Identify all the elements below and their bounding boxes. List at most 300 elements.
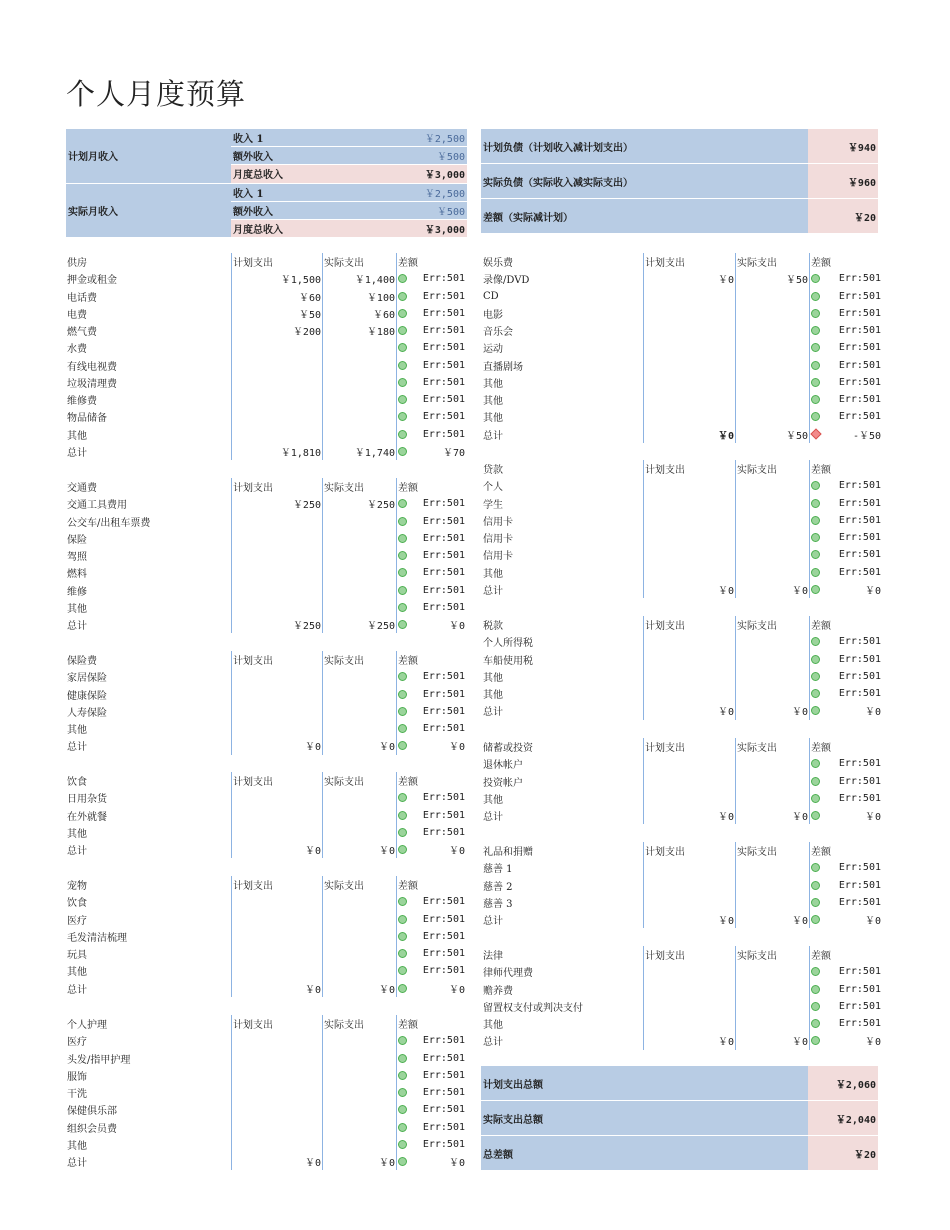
expense-row[interactable] [66,426,467,443]
income-row[interactable] [231,184,467,201]
green-circle-icon [811,533,820,542]
planned-cost-cell[interactable] [643,339,735,356]
expense-row[interactable] [482,894,883,911]
expense-row[interactable] [482,408,883,425]
difference-cell: Err:501 [838,480,881,492]
planned-cost-cell[interactable] [231,720,322,737]
difference-cell: Err:501 [838,896,881,908]
planned-cost-cell[interactable] [643,773,735,790]
green-circle-icon [398,361,407,370]
expense-row[interactable] [66,703,467,720]
actual-cost-cell[interactable] [735,546,809,563]
expense-row[interactable] [482,495,883,512]
actual-cost-cell[interactable]: ￥50 [735,270,809,287]
expense-row[interactable] [482,529,883,546]
actual-cost-cell[interactable] [322,1050,396,1067]
actual-cost-cell[interactable] [735,357,809,374]
expense-row[interactable] [482,755,883,772]
actual-cost-cell[interactable] [735,981,809,998]
actual-cost-cell[interactable] [735,651,809,668]
planned-cost-cell[interactable] [231,1119,322,1136]
actual-cost-cell[interactable] [735,755,809,772]
section-title: 个人护理 [67,1020,107,1032]
green-circle-icon [398,897,407,906]
planned-cost-cell[interactable] [643,755,735,772]
actual-cost-cell[interactable] [735,633,809,650]
expense-row[interactable] [482,374,883,391]
planned-cost-cell[interactable] [643,790,735,807]
actual-cost-cell[interactable] [735,894,809,911]
expense-row[interactable] [482,339,883,356]
planned-cost-cell[interactable] [643,391,735,408]
actual-cost-cell[interactable] [735,1015,809,1032]
actual-cost-cell[interactable] [735,668,809,685]
expense-row[interactable] [482,773,883,790]
expense-row[interactable] [482,357,883,374]
expense-row[interactable] [66,1136,467,1153]
expense-row[interactable] [66,962,467,979]
actual-cost-cell[interactable] [735,773,809,790]
status-circle-icon [396,564,408,581]
actual-cost-cell[interactable] [322,357,396,374]
actual-cost-cell[interactable] [322,807,396,824]
green-circle-icon [811,1002,820,1011]
planned-cost-cell[interactable] [231,1032,322,1049]
planned-cost-cell[interactable] [231,408,322,425]
planned-cost-cell[interactable] [231,582,322,599]
income-total-label: 月度总收入 [231,165,396,182]
actual-total: ￥0 [735,702,809,719]
status-circle-icon [396,322,408,339]
expense-row[interactable] [66,288,467,305]
difference-cell: Err:501 [422,1035,465,1047]
actual-cost-cell[interactable] [735,859,809,876]
planned-cost-cell[interactable] [231,513,322,530]
actual-cost-cell[interactable]: ￥1,400 [322,270,396,287]
actual-total: ￥0 [735,807,809,824]
section-header [482,616,883,633]
actual-cost-cell[interactable] [322,426,396,443]
planned-cost-cell[interactable]: ￥200 [231,322,322,339]
expense-row[interactable] [482,859,883,876]
actual-cost-cell[interactable] [735,998,809,1015]
expense-row[interactable] [66,686,467,703]
expense-item-label: 车船使用税 [483,655,533,667]
expense-row[interactable] [482,651,883,668]
actual-cost-cell[interactable] [322,945,396,962]
expense-row[interactable] [66,807,467,824]
income-row[interactable] [231,129,467,146]
planned-cost-cell[interactable] [643,668,735,685]
actual-cost-cell[interactable] [735,564,809,581]
difference-total: ￥0 [864,1037,881,1049]
expense-item-label: 医疗 [67,1037,87,1049]
planned-cost-cell[interactable]: ￥60 [231,288,322,305]
planned-cost-cell[interactable] [643,305,735,322]
status-circle-icon [809,374,821,391]
expense-row[interactable] [66,547,467,564]
expense-row[interactable] [482,963,883,980]
actual-cost-cell[interactable] [735,374,809,391]
green-circle-icon [398,326,407,335]
planned-cost-cell[interactable] [643,477,735,494]
status-circle-icon [396,824,408,841]
expense-row[interactable] [66,1050,467,1067]
expense-item-label: 其他 [483,672,503,684]
expense-row[interactable] [482,981,883,998]
expense-section [482,946,883,1050]
actual-cost-cell[interactable] [322,686,396,703]
section-header [482,738,883,755]
actual-cost-cell[interactable] [322,668,396,685]
difference-cell: Err:501 [838,273,881,285]
actual-cost-cell[interactable] [735,305,809,322]
planned-cost-cell[interactable]: ￥0 [643,270,735,287]
actual-cost-cell[interactable] [735,685,809,702]
income-row[interactable] [231,201,467,219]
expense-row[interactable] [482,512,883,529]
planned-cost-cell[interactable] [643,633,735,650]
income-row-label: 额外收入 [231,147,396,164]
total-label: 总计 [483,707,503,719]
expense-item-label: 个人 [483,482,503,494]
expense-row[interactable] [482,564,883,581]
expense-row[interactable] [482,790,883,807]
income-row-value[interactable]: ￥2,500 [396,129,467,146]
expense-row[interactable] [66,599,467,616]
planned-cost-cell[interactable] [231,668,322,685]
expense-row[interactable] [66,911,467,928]
status-circle-icon [809,357,821,374]
status-circle-icon [809,512,821,529]
expense-item-label: 音乐会 [483,327,513,339]
balance-value: ￥960 [808,164,878,198]
expense-row[interactable] [482,877,883,894]
actual-cost-cell[interactable] [322,1067,396,1084]
expense-row[interactable] [66,408,467,425]
expense-row[interactable] [66,357,467,374]
planned-cost-cell[interactable] [643,963,735,980]
planned-cost-cell[interactable] [643,998,735,1015]
actual-cost-cell[interactable] [322,530,396,547]
actual-cost-cell[interactable] [322,893,396,910]
status-circle-icon [809,305,821,322]
planned-cost-cell[interactable] [643,512,735,529]
actual-cost-cell[interactable] [735,408,809,425]
green-circle-icon [811,361,820,370]
expense-row[interactable] [482,391,883,408]
status-circle-icon [809,773,821,790]
green-circle-icon [811,1019,820,1028]
actual-cost-cell[interactable] [735,877,809,894]
totals-row [481,1136,878,1171]
expense-row[interactable] [482,1015,883,1032]
actual-cost-cell[interactable]: ￥100 [322,288,396,305]
green-circle-icon [811,499,820,508]
expense-item-label: 垃圾清理费 [67,378,117,390]
actual-cost-cell[interactable]: ￥250 [322,495,396,512]
expense-row[interactable] [482,633,883,650]
actual-cost-cell[interactable] [735,339,809,356]
status-circle-icon [396,1153,408,1170]
actual-cost-cell[interactable] [735,288,809,305]
planned-cost-cell[interactable] [231,962,322,979]
actual-cost-cell[interactable] [322,547,396,564]
planned-cost-cell[interactable] [643,546,735,563]
planned-cost-cell[interactable] [231,893,322,910]
planned-cost-cell[interactable] [231,807,322,824]
planned-total: ￥0 [231,980,322,997]
actual-cost-cell[interactable] [322,962,396,979]
expense-row[interactable] [66,339,467,356]
status-circle-icon [396,893,408,910]
green-circle-icon [398,395,407,404]
planned-cost-cell[interactable] [231,1084,322,1101]
planned-cost-cell[interactable] [643,894,735,911]
actual-cost-cell[interactable] [322,339,396,356]
section-title: 饮食 [67,777,87,789]
actual-total: ￥250 [322,616,396,633]
expense-row[interactable] [66,564,467,581]
difference-cell: Err:501 [838,497,881,509]
section-title: 娱乐费 [483,258,513,270]
expense-item-label: 其他 [67,603,87,615]
expense-section [482,738,883,824]
difference-total: ￥0 [864,585,881,597]
expense-row[interactable] [482,668,883,685]
green-circle-icon [811,378,820,387]
actual-income-group [66,183,467,238]
expense-item-label: 其他 [483,378,503,390]
expense-row[interactable] [66,893,467,910]
expense-item-label: 其他 [67,430,87,442]
actual-column-header: 实际支出 [322,253,396,270]
planned-cost-cell[interactable] [643,374,735,391]
expense-row[interactable] [66,391,467,408]
actual-cost-cell[interactable] [322,513,396,530]
planned-cost-cell[interactable] [643,408,735,425]
actual-cost-cell[interactable] [322,928,396,945]
planned-cost-cell[interactable] [643,877,735,894]
actual-cost-cell[interactable] [322,408,396,425]
planned-cost-cell[interactable] [231,599,322,616]
expense-row[interactable] [66,1119,467,1136]
expense-row[interactable] [66,824,467,841]
expense-item-label: 服饰 [67,1071,87,1083]
expense-row[interactable] [66,1067,467,1084]
planned-cost-cell[interactable] [231,1101,322,1118]
planned-cost-cell[interactable] [643,288,735,305]
actual-cost-cell[interactable] [322,720,396,737]
section-total-row [66,737,467,754]
actual-total: ￥0 [322,980,396,997]
planned-cost-cell[interactable]: ￥250 [231,495,322,512]
expense-row[interactable] [66,1101,467,1118]
actual-cost-cell[interactable] [322,599,396,616]
actual-cost-cell[interactable] [735,512,809,529]
expense-row[interactable] [66,1084,467,1101]
expense-row[interactable] [482,322,883,339]
actual-cost-cell[interactable] [322,789,396,806]
planned-total: ￥0 [643,581,735,598]
green-circle-icon [398,724,407,733]
planned-cost-cell[interactable] [231,547,322,564]
expense-row[interactable] [66,789,467,806]
planned-cost-cell[interactable] [231,374,322,391]
planned-cost-cell[interactable] [231,357,322,374]
expense-row[interactable] [66,928,467,945]
expense-row[interactable] [482,305,883,322]
planned-cost-cell[interactable] [643,529,735,546]
expense-row[interactable] [66,374,467,391]
actual-cost-cell[interactable] [322,1101,396,1118]
expense-row[interactable] [482,546,883,563]
planned-cost-cell[interactable] [231,391,322,408]
actual-column-header: 实际支出 [322,651,396,668]
status-circle-icon [396,720,408,737]
warning-diamond-icon [809,426,821,443]
planned-cost-cell[interactable] [231,703,322,720]
expense-row[interactable] [66,270,467,287]
expense-row[interactable] [66,945,467,962]
difference-cell: Err:501 [838,359,881,371]
expense-row[interactable] [66,305,467,322]
actual-cost-cell[interactable]: ￥180 [322,322,396,339]
difference-column-header: 差额 [396,651,466,668]
actual-cost-cell[interactable] [322,703,396,720]
expense-row[interactable] [66,322,467,339]
planned-cost-cell[interactable] [643,564,735,581]
expense-row[interactable] [482,998,883,1015]
green-circle-icon [398,534,407,543]
status-circle-icon [809,981,821,998]
actual-cost-cell[interactable] [735,495,809,512]
actual-cost-cell[interactable] [735,322,809,339]
expense-row[interactable] [482,685,883,702]
expense-row[interactable] [482,477,883,494]
expense-row[interactable] [66,668,467,685]
planned-cost-cell[interactable] [231,686,322,703]
actual-cost-cell[interactable] [322,1136,396,1153]
expense-row[interactable] [66,495,467,512]
planned-cost-cell[interactable] [231,530,322,547]
income-row[interactable] [231,146,467,164]
planned-cost-cell[interactable] [643,651,735,668]
planned-cost-cell[interactable] [643,495,735,512]
planned-cost-cell[interactable] [231,564,322,581]
actual-cost-cell[interactable] [735,391,809,408]
planned-cost-cell[interactable]: ￥50 [231,305,322,322]
green-circle-icon [398,586,407,595]
planned-cost-cell[interactable] [231,789,322,806]
planned-cost-cell[interactable] [643,1015,735,1032]
expense-item-label: 水费 [67,344,87,356]
status-circle-icon [809,322,821,339]
planned-cost-cell[interactable]: ￥1,500 [231,270,322,287]
green-circle-icon [398,1088,407,1097]
actual-cost-cell[interactable] [322,564,396,581]
green-circle-icon [811,516,820,525]
planned-cost-cell[interactable] [231,426,322,443]
planned-cost-cell[interactable] [643,357,735,374]
actual-cost-cell[interactable] [322,391,396,408]
planned-cost-cell[interactable] [231,1050,322,1067]
status-circle-icon [809,495,821,512]
actual-cost-cell[interactable] [735,790,809,807]
planned-cost-cell[interactable] [231,1136,322,1153]
expense-row[interactable] [66,1032,467,1049]
green-circle-icon [811,811,820,820]
difference-cell: Err:501 [838,966,881,978]
planned-cost-cell[interactable] [231,339,322,356]
green-circle-icon [398,568,407,577]
expense-section [66,1015,467,1170]
actual-cost-cell[interactable] [322,1084,396,1101]
green-circle-icon [398,915,407,924]
balance-label: 计划负债（计划收入减计划支出） [481,129,808,163]
planned-cost-cell[interactable] [643,981,735,998]
status-circle-icon [396,807,408,824]
planned-cost-cell[interactable] [231,945,322,962]
planned-cost-cell[interactable] [643,685,735,702]
expense-row[interactable] [66,720,467,737]
income-summary [66,129,467,237]
expense-item-label: 直播剧场 [483,361,523,373]
income-row-value[interactable]: ￥500 [396,202,467,219]
expense-row[interactable] [66,582,467,599]
actual-cost-cell[interactable] [322,374,396,391]
planned-cost-cell[interactable] [231,911,322,928]
expense-row[interactable] [66,513,467,530]
planned-cost-cell[interactable] [231,824,322,841]
planned-cost-cell[interactable] [231,928,322,945]
actual-cost-cell[interactable] [322,1119,396,1136]
difference-cell: Err:501 [422,325,465,337]
actual-column-header: 实际支出 [322,1015,396,1032]
planned-cost-cell[interactable] [231,1067,322,1084]
status-circle-icon [396,928,408,945]
green-circle-icon [398,1140,407,1149]
section-header [66,253,467,270]
actual-cost-cell[interactable] [322,911,396,928]
difference-cell: Err:501 [422,601,465,613]
expense-row[interactable] [482,270,883,287]
difference-column-header: 差额 [809,253,879,270]
actual-cost-cell[interactable] [735,529,809,546]
actual-cost-cell[interactable]: ￥60 [322,305,396,322]
actual-cost-cell[interactable] [735,963,809,980]
planned-cost-cell[interactable] [643,322,735,339]
difference-cell: Err:501 [838,566,881,578]
actual-cost-cell[interactable] [322,582,396,599]
expense-row[interactable] [66,530,467,547]
income-row-value[interactable]: ￥2,500 [396,184,467,201]
total-label: 总计 [67,621,87,633]
actual-cost-cell[interactable] [322,824,396,841]
expense-item-label: 赡养费 [483,985,513,997]
status-circle-icon [396,1067,408,1084]
planned-column-header: 计划支出 [643,616,735,633]
planned-cost-cell[interactable] [643,859,735,876]
expense-row[interactable] [482,288,883,305]
status-circle-icon [396,305,408,322]
actual-cost-cell[interactable] [322,1032,396,1049]
actual-column-header: 实际支出 [735,460,809,477]
actual-cost-cell[interactable] [735,477,809,494]
income-row-value[interactable]: ￥500 [396,147,467,164]
planned-total: ￥0 [643,911,735,928]
status-circle-icon [396,374,408,391]
